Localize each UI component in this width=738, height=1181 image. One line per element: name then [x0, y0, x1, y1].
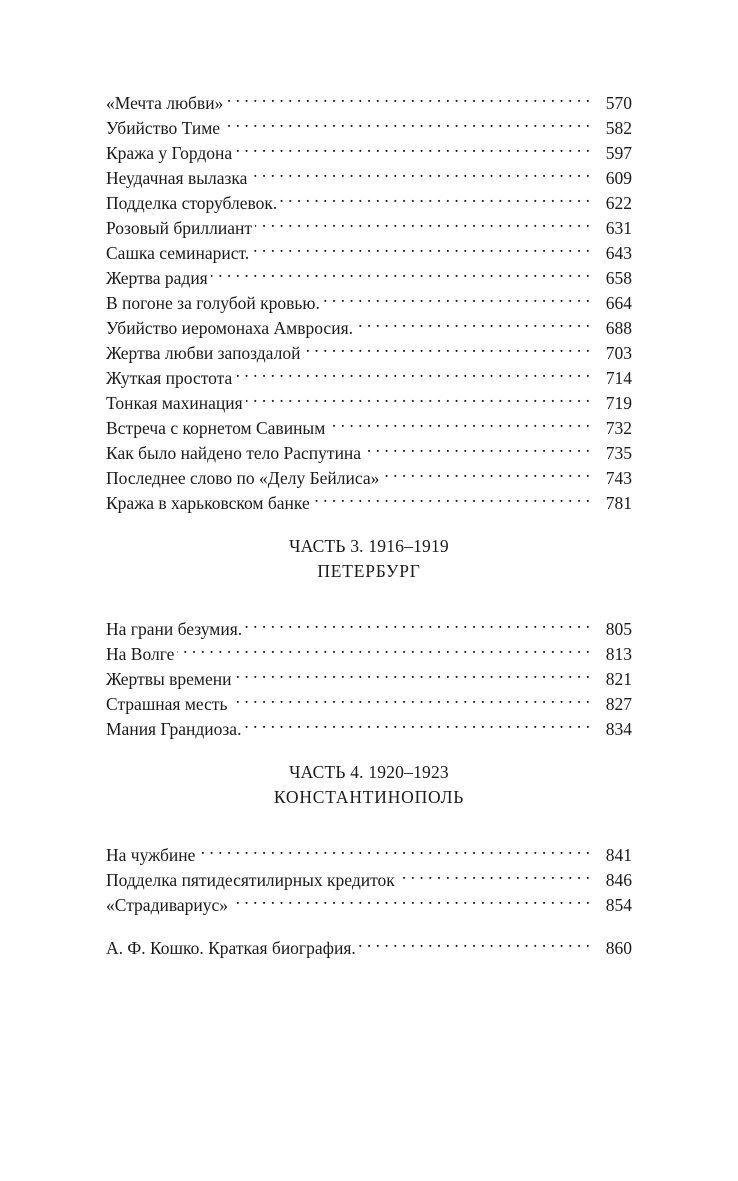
toc-entry-title: Встреча с корнетом Савиным: [106, 418, 326, 438]
toc-entry-title: Последнее слово по «Делу Бейлиса»: [106, 468, 380, 488]
toc-entry-page: 841: [605, 845, 632, 865]
toc-entry-page: 643: [605, 243, 632, 263]
toc-entry-title: Кража у Гордона: [106, 143, 233, 163]
toc-entry-title: Жертвы времени: [106, 669, 232, 689]
part-4-heading: [106, 760, 632, 810]
part-3-label: ЧАСТЬ 3. 1916–1919: [289, 536, 449, 556]
toc-entry[interactable]: [106, 929, 632, 958]
toc-entry-page: 622: [605, 193, 632, 213]
toc-entry-title: Кража в харьковском банке: [106, 493, 310, 513]
toc-entry-page: 827: [605, 694, 632, 714]
toc-entry-page: 781: [605, 493, 632, 513]
toc-entry-title: Сашка семинарист.: [106, 243, 250, 263]
dot-leader: [328, 409, 590, 434]
dot-leader: [235, 134, 590, 159]
dot-leader: [223, 109, 590, 134]
toc-entry-title: На чужбине: [106, 845, 196, 865]
dot-leader: [245, 610, 590, 635]
toc-entry-page: 821: [605, 669, 632, 689]
toc-entry-page: 688: [605, 318, 632, 338]
toc-entry[interactable]: [106, 635, 632, 664]
toc-entry-page: 854: [605, 895, 632, 915]
toc-entry-title: Убийство Тиме: [106, 118, 221, 138]
toc-entry-page: 732: [605, 418, 632, 438]
toc-entry-title: Жуткая простота: [106, 368, 233, 388]
toc-entry-title: На грани безумия.: [106, 619, 243, 639]
dot-leader: [250, 159, 590, 184]
toc-entry-page: 703: [605, 343, 632, 363]
dot-leader: [198, 836, 590, 861]
dot-leader: [356, 309, 590, 334]
dot-leader: [323, 284, 590, 309]
part-3-heading: [106, 534, 632, 584]
toc-entry-title: Как было найдено тело Распутина: [106, 443, 362, 463]
toc-entry-title: Подделка сторублевок.: [106, 193, 278, 213]
dot-leader: [359, 929, 590, 954]
toc-entry-title: В погоне за голубой кровью.: [106, 293, 320, 313]
toc-entry-page: 570: [605, 93, 632, 113]
dot-leader: [313, 484, 590, 509]
toc-entry-page: 609: [605, 168, 632, 188]
toc-entry-page: 846: [605, 870, 632, 890]
toc-entry-title: «Мечта любви»: [106, 93, 224, 113]
toc-entry-page: 658: [605, 268, 632, 288]
dot-leader: [255, 209, 590, 234]
toc-entry-page: 735: [605, 443, 632, 463]
toc-entry[interactable]: [106, 610, 632, 639]
dot-leader: [252, 234, 590, 259]
dot-leader: [226, 84, 590, 109]
toc-section-part-4: [106, 836, 632, 915]
toc-entry[interactable]: [106, 836, 632, 865]
toc-entry-title: Убийство иеромонаха Амвросия.: [106, 318, 353, 338]
toc-entry-page: 860: [605, 938, 632, 958]
dot-leader: [246, 384, 590, 409]
dot-leader: [382, 459, 590, 484]
toc-entry-page: 805: [605, 619, 632, 639]
toc-section-biography: [106, 929, 632, 958]
toc-section-part-2: [106, 84, 632, 513]
toc-entry[interactable]: [106, 84, 632, 113]
part-4-city: КОНСТАНТИНОПОЛЬ: [273, 787, 465, 807]
toc-entry-page: 664: [605, 293, 632, 313]
toc-entry-title: Страшная месть: [106, 694, 228, 714]
toc-entry-page: 714: [605, 368, 632, 388]
toc-entry-page: 813: [605, 644, 632, 664]
toc-entry-title: Жертва любви запоздалой: [106, 343, 301, 363]
toc-entry-title: «Страдивариус»: [106, 895, 229, 915]
dot-leader: [231, 685, 590, 710]
toc-entry-page: 631: [605, 218, 632, 238]
toc-entry-title: Неудачная вылазка: [106, 168, 248, 188]
dot-leader: [235, 359, 590, 384]
table-of-contents: [106, 84, 632, 958]
dot-leader: [177, 635, 590, 660]
toc-entry[interactable]: [106, 660, 632, 689]
toc-entry-page: 719: [605, 393, 632, 413]
toc-entry-page: 597: [605, 143, 632, 163]
toc-entry-page: 743: [605, 468, 632, 488]
toc-entry-title: Мания Грандиоза.: [106, 719, 242, 739]
dot-leader: [303, 334, 590, 359]
toc-entry-title: Тонкая махинация: [106, 393, 243, 413]
dot-leader: [231, 886, 590, 911]
dot-leader: [280, 184, 590, 209]
dot-leader: [398, 861, 590, 886]
toc-entry-title: Подделка пятидесятилирных кредиток: [106, 870, 395, 890]
toc-entry-title: Жертва радия: [106, 268, 208, 288]
toc-entry-title: Розовый бриллиант: [106, 218, 252, 238]
toc-section-part-3: [106, 610, 632, 739]
toc-entry-page: 582: [605, 118, 632, 138]
toc-entry-title: А. Ф. Кошко. Краткая биография.: [106, 938, 356, 958]
toc-entry-page: 834: [605, 719, 632, 739]
dot-leader: [211, 259, 590, 284]
dot-leader: [364, 434, 590, 459]
part-4-label: ЧАСТЬ 4. 1920–1923: [289, 762, 449, 782]
toc-entry-title: На Волге: [106, 644, 175, 664]
dot-leader: [234, 660, 590, 685]
part-3-city: ПЕТЕРБУРГ: [317, 561, 421, 581]
dot-leader: [244, 710, 590, 735]
